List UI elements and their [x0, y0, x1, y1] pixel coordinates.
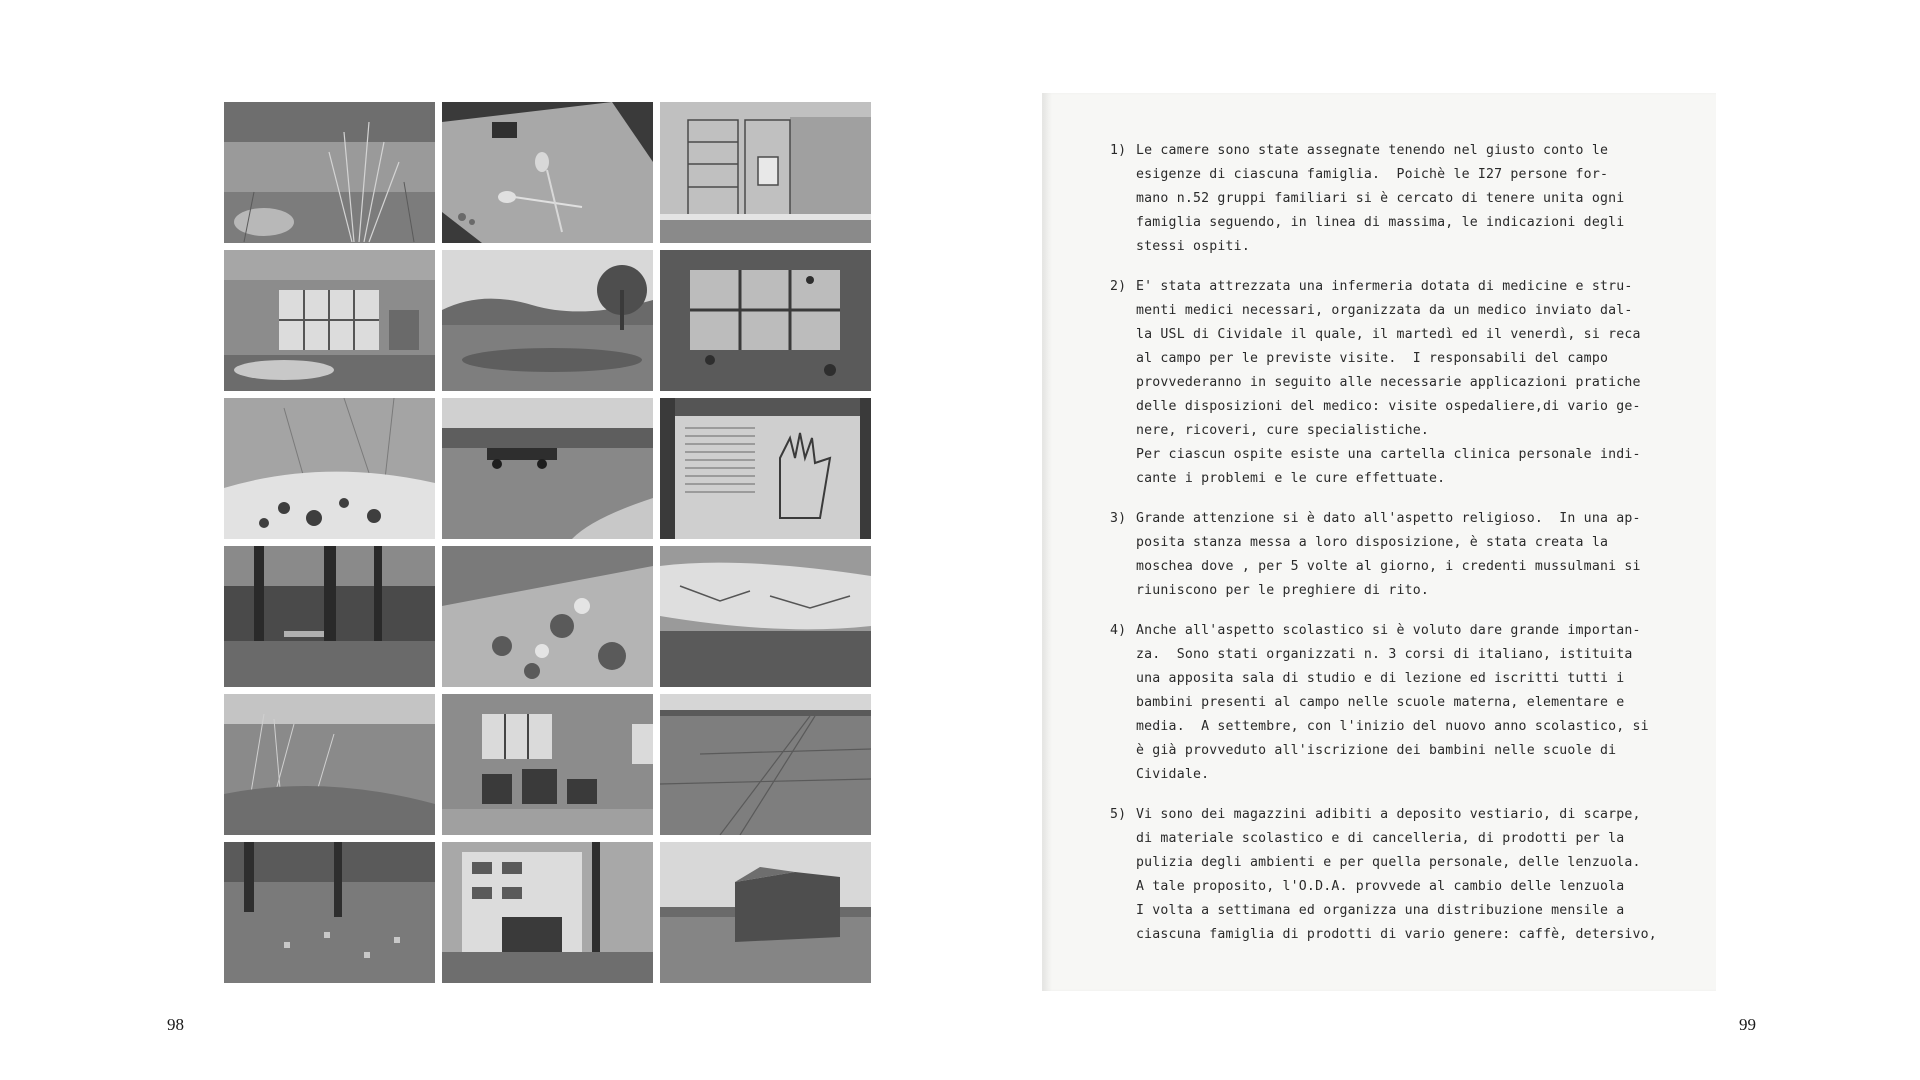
photo-rock-outcrop	[660, 546, 871, 687]
page-number-left: 98	[167, 1015, 184, 1034]
paragraph-number: 3)	[1110, 511, 1127, 526]
photo-grid	[224, 102, 872, 984]
text-line: riuniscono per le preghiere di rito.	[1136, 583, 1430, 598]
photo-classroom-desks	[442, 694, 653, 835]
photo-window-reflection-puddle	[660, 250, 871, 391]
text-line: una apposita sala di studio e di lezione ed iscritti tutti i	[1136, 671, 1625, 686]
photo-tall-grass	[224, 694, 435, 835]
photo-rubble-pile	[442, 546, 653, 687]
text-line: provvederanno in seguito alle necessarie applicazioni pratiche	[1136, 375, 1641, 390]
paragraph-2	[1110, 275, 1690, 491]
text-line: A tale proposito, l'O.D.A. provvede al cambio delle lenzuola	[1136, 879, 1625, 894]
paragraph-number: 4)	[1110, 623, 1127, 638]
document-text	[1110, 139, 1690, 963]
text-line: menti medici necessari, organizzata da un medico inviato dal-	[1136, 303, 1633, 318]
paragraph-3	[1110, 507, 1690, 603]
text-line: famiglia seguendo, in linea di massima, le indicazioni degli	[1136, 215, 1625, 230]
text-line: E' stata attrezzata una infermeria dotata di medicine e stru-	[1136, 279, 1633, 294]
photo-misty-snow-debris	[224, 398, 435, 539]
text-line: al campo per le previste visite. I responsabili del campo	[1136, 351, 1609, 366]
text-line: bambini presenti al campo nelle scuole materna, elementare e	[1136, 695, 1625, 710]
text-line: esigenze di ciascuna famiglia. Poichè le I27 persone for-	[1136, 167, 1609, 182]
paragraph-number: 1)	[1110, 143, 1127, 158]
text-line: cante i problemi e le cure effettuate.	[1136, 471, 1446, 486]
text-line: nere, ricoveri, cure specialistiche.	[1136, 423, 1430, 438]
text-line: è già provveduto all'iscrizione dei bambini nelle scuole di	[1136, 743, 1617, 758]
paragraph-5	[1110, 803, 1690, 947]
text-line: media. A settembre, con l'inizio del nuovo anno scolastico, si	[1136, 719, 1649, 734]
text-line: mano n.52 gruppi familiari si è cercato di tenere unita ogni	[1136, 191, 1625, 206]
typed-document-sheet	[1042, 93, 1716, 991]
photo-table-with-spoons	[442, 102, 653, 243]
photo-dry-bushes	[224, 102, 435, 243]
text-line: I volta a settimana ed organizza una distribuzione mensile a	[1136, 903, 1625, 918]
photo-abandoned-building	[442, 842, 653, 983]
text-line: ciascuna famiglia di prodotti di vario genere: caffè, detersivo,	[1136, 927, 1657, 942]
text-line: Anche all'aspetto scolastico si è voluto dare grande importan-	[1136, 623, 1641, 638]
page-number-right: 99	[1739, 1015, 1756, 1034]
photo-trailer-in-field	[442, 398, 653, 539]
text-line: delle disposizioni del medico: visite ospedaliere,di vario ge-	[1136, 399, 1641, 414]
photo-stone-hut	[660, 842, 871, 983]
photo-woods-bench	[224, 546, 435, 687]
text-line: Grande attenzione si è dato all'aspetto religioso. In una ap-	[1136, 511, 1641, 526]
text-line: posita stanza messa a loro disposizione, è stata creata la	[1136, 535, 1609, 550]
text-line: Per ciascun ospite esiste una cartella clinica personale indi-	[1136, 447, 1641, 462]
text-line: Le camere sono state assegnate tenendo nel giusto conto le	[1136, 143, 1609, 158]
text-line: moschea dove , per 5 volte al giorno, i credenti mussulmani si	[1136, 559, 1641, 574]
photo-plowed-field	[660, 694, 871, 835]
paragraph-4	[1110, 619, 1690, 787]
photo-empty-shelves	[660, 102, 871, 243]
photo-empty-hall	[224, 250, 435, 391]
paragraph-1	[1110, 139, 1690, 259]
photo-newspaper-poster	[660, 398, 871, 539]
paragraph-number: 2)	[1110, 279, 1127, 294]
text-line: la USL di Cividale il quale, il martedì ed il venerdì, si reca	[1136, 327, 1641, 342]
photo-overgrown-yard	[224, 842, 435, 983]
text-line: pulizia degli ambienti e per quella personale, delle lenzuola.	[1136, 855, 1641, 870]
paragraph-number: 5)	[1110, 807, 1127, 822]
photo-field-hills	[442, 250, 653, 391]
text-line: za. Sono stati organizzati n. 3 corsi di italiano, istituita	[1136, 647, 1633, 662]
text-line: stessi ospiti.	[1136, 239, 1250, 254]
text-line: Vi sono dei magazzini adibiti a deposito vestiario, di scarpe,	[1136, 807, 1641, 822]
text-line: di materiale scolastico e di cancelleria, di prodotti per la	[1136, 831, 1625, 846]
text-line: Cividale.	[1136, 767, 1210, 782]
